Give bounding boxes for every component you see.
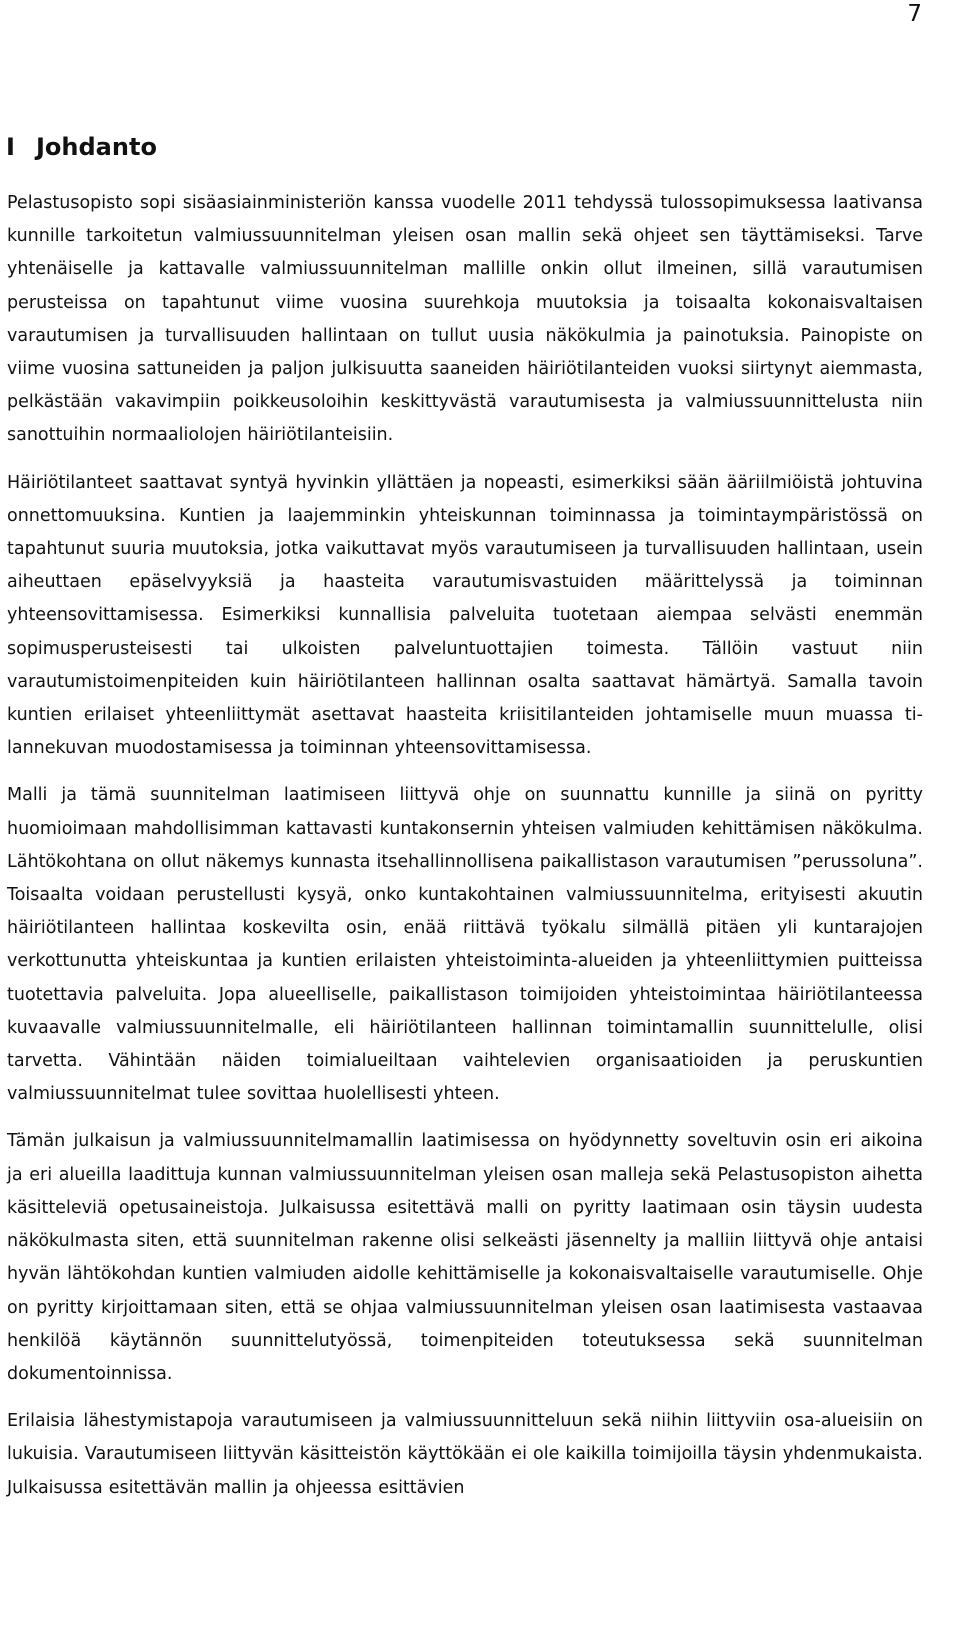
body-text [7,187,923,1519]
chapter-number: I [6,133,15,162]
paragraph-5: Erilaisia lähestymistapoja varautumiseen ja valmiussuunnitteluun sekä niihin liittyviin osa-alueisiin on lukuisia. Varautumiseen liittyvän käsitteistön käyttökään ei ole kaikilla toimijoilla täysin yhdenmukaista. Julkaisussa esitettävän mallin ja ohjeessa esittävien [7,1411,923,1498]
paragraph-4: Tämän julkaisun ja valmiussuunnitelmamallin laatimisessa on hyödynnetty soveltuvin osin eri aikoina ja eri alueilla laadittuja kunnan valmiussuunnitelman yleisen osan malleja sekä Pelastusopiston aihetta käsitteleviä opetusaineistoja. Julkaisussa esitettävä malli on pyritty laatimaan osin täysin uudesta näkökulmasta siten, että suunnitelman rakenne olisi selkeästi jäsennelty ja malliin liittyvä ohje antaisi hyvän lähtökohdan kuntien valmiuden aidolle kehittämiselle ja kokonaisvaltaiselle varautumiselle. Ohje on pyritty kirjoittamaan siten, että se ohjaa valmiussuunnitelman yleisen osan laatimisesta vastaavaa henkilöä käytännön suunnittelutyössä, toimenpiteiden toteutuksessa sekä suunnitelman dokumentoinnissa. [7,1131,923,1384]
paragraph-3: Malli ja tämä suunnitelman laatimiseen liittyvä ohje on suunnattu kunnille ja siinä on pyritty huomioimaan mahdollisimman kattavasti kuntakonsernin yhteisen valmiuden kehittämisen näkökulma. Lähtökohtana on ollut näkemys kunnasta itsehallinnollisena paikallistason varautumisen ”perussoluna”. Toisaalta voidaan perustellusti kysyä, onko kuntakohtainen valmiussuunnitelma, erityisesti akuutin häiriötilanteen hallintaa koskevilta osin, enää riittävä työkalu silmällä pitäen yli kuntarajojen verkottunutta yhteiskuntaa ja kuntien erilaisten yhteistoiminta-alueiden ja yhteenliittymien puitteissa tuotettavia palveluita. Jopa alueelliselle, paikallistason toimijoiden yhteistoimintaa häiriötilanteessa kuvaavalle valmiussuunnitelmalle, eli häiriötilanteen hallinnan toimintamallin suunnittelulle, olisi tarvetta. Vähintään näiden toimialueiltaan vaihtelevien organisaatioiden ja peruskuntien valmiussuunnitelmat tulee sovittaa huolellisesti yhteen. [7,785,923,1105]
paragraph-2: Häiriötilanteet saattavat syntyä hyvinkin yllättäen ja nopeasti, esimerkiksi sään ääriilmiöistä johtuvina onnettomuuksina. Kuntien ja laajemminkin yhteiskunnan toiminnassa ja toimintaympäristössä on tapahtunut suuria muutoksia, jotka vaikuttavat myös varautumiseen ja turvallisuuden hallintaan, usein aiheuttaen epäselvyyksiä ja haasteita varautumisvastuiden määrittelyssä ja toiminnan yhteensovittamisessa. Esimerkiksi kunnallisia palveluita tuotetaan aiempaa selvästi enemmän sopimusperusteisesti tai ulkoisten palveluntuottajien toimesta. Tällöin vastuut niin varautumistoimenpiteiden kuin häiriötilanteen hallinnan osalta saattavat hämärtyä. Samalla tavoin kuntien erilaiset yhteenliittymät asettavat haasteita kriisitilanteiden johtamiselle muun muassa tilannekuvan muodostamisessa ja toiminnan yhteensovittamisessa. [7,472,923,759]
page-number: 7 [907,1,922,27]
chapter-title: Johdanto [36,133,157,162]
chapter-heading [6,132,157,162]
paragraph-1: Pelastusopisto sopi sisäasiainministeriön kanssa vuodelle 2011 tehdyssä tulossopimuksessa laativansa kunnille tarkoitetun valmiussuunnitelman yleisen osan mallin sekä ohjeet sen täyttämiseksi. Tarve yhtenäiselle ja kattavalle valmiussuunnitelman mallille onkin ollut ilmeinen, sillä varautumisen perusteissa on tapahtunut viime vuosina suurehkoja muutoksia ja toisaalta kokonaisvaltaisen varautumisen ja turvallisuuden hallintaan on tullut uusia näkökulmia ja painotuksia. Painopiste on viime vuosina sattuneiden ja paljon julkisuutta saaneiden häiriötilanteiden vuoksi siirtynyt aiemmasta, pelkästään vakavimpiin poikkeusoloihin keskittyvästä varautumisesta ja valmiussuunnittelusta niin sanottuihin normaaliolojen häiriötilanteisiin. [7,193,923,446]
